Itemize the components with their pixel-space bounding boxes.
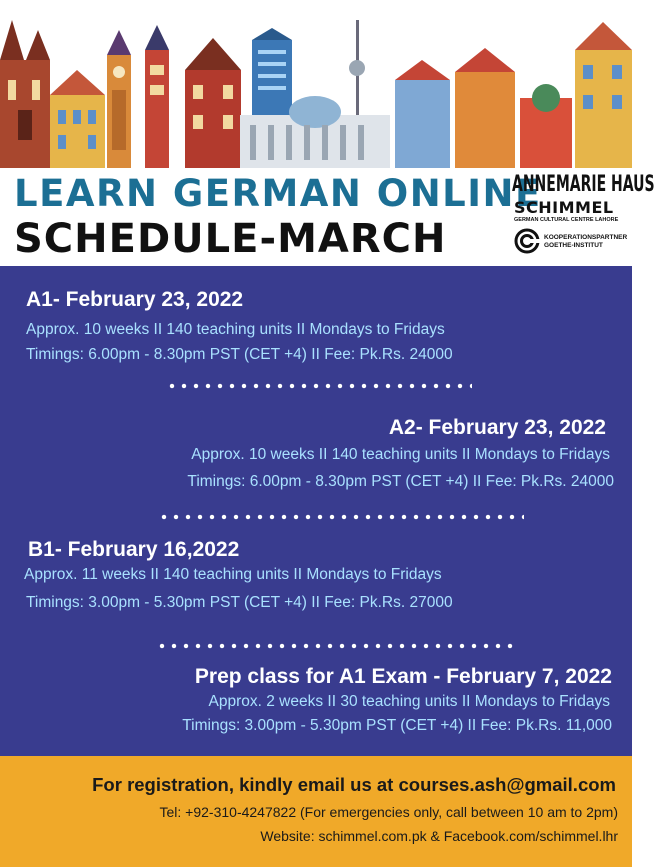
course-a1-timings: Timings: 6.00pm - 8.30pm PST (CET +4) II Fee: Pk.Rs. 24000 — [26, 346, 453, 363]
course-prep-timings: Timings: 3.00pm - 5.30pm PST (CET +4) II Fee: Pk.Rs. 11,000 — [182, 717, 612, 734]
headline-schedule: SCHEDULE-MARCH — [14, 216, 447, 262]
course-a1-details: Approx. 10 weeks II 140 teaching units II Mondays to Fridays — [26, 321, 445, 338]
logo-partner-line2: GOETHE-INSTITUT — [544, 242, 603, 249]
header-band — [0, 168, 655, 266]
contact-footer — [0, 756, 632, 867]
dotted-divider — [166, 383, 472, 389]
skyline-tower-spire — [145, 25, 169, 168]
skyline-yellow-hall — [50, 70, 105, 168]
goethe-spiral-icon — [514, 228, 540, 254]
skyline-church-left — [0, 20, 50, 168]
dotted-divider — [156, 643, 516, 649]
city-skyline-illustration — [0, 0, 632, 168]
course-b1-timings: Timings: 3.00pm - 5.30pm PST (CET +4) II Fee: Pk.Rs. 27000 — [26, 594, 453, 611]
phone-text: Tel: +92-310-4247822 (For emergencies only, call between 10 am to 2pm) — [159, 804, 618, 820]
course-a2-title: A2- February 23, 2022 — [388, 416, 606, 439]
course-a2-timings: Timings: 6.00pm - 8.30pm PST (CET +4) II Fee: Pk.Rs. 24000 — [187, 473, 614, 490]
course-b1-title: B1- February 16,2022 — [28, 538, 240, 561]
course-prep-title: Prep class for A1 Exam - February 7, 2022 — [194, 665, 612, 688]
logo-partner — [544, 234, 627, 250]
dotted-divider — [158, 514, 524, 520]
course-a2-details: Approx. 10 weeks II 140 teaching units II Mondays to Fridays — [191, 446, 610, 463]
course-prep-details: Approx. 2 weeks II 30 teaching units II Mondays to Fridays — [208, 693, 610, 710]
registration-email-text[interactable]: For registration, kindly email us at courses.ash@gmail.com — [92, 774, 616, 795]
logo-subtitle: GERMAN CULTURAL CENTRE LAHORE — [514, 217, 619, 223]
skyline-tv-tower — [349, 20, 365, 115]
course-b1-details: Approx. 11 weeks II 140 teaching units II Mondays to Fridays — [24, 566, 442, 583]
skyline-clock-tower — [107, 30, 131, 168]
logo-partner-line1: KOOPERATIONSPARTNER — [544, 234, 628, 241]
logo-name-top: ANNEMARIE HAUS — [512, 172, 655, 198]
logo-name-main: SCHIMMEL — [514, 198, 614, 217]
website-text[interactable]: Website: schimmel.com.pk & Facebook.com/schimmel.lhr — [260, 828, 618, 844]
course-a1-title: A1- February 23, 2022 — [26, 288, 244, 311]
headline-learn-german: LEARN GERMAN ONLINE — [14, 172, 542, 215]
schimmel-logo — [512, 172, 655, 262]
skyline-right-buildings — [395, 22, 632, 168]
skyline-red-townhall — [185, 38, 241, 168]
schedule-panel — [0, 266, 632, 756]
